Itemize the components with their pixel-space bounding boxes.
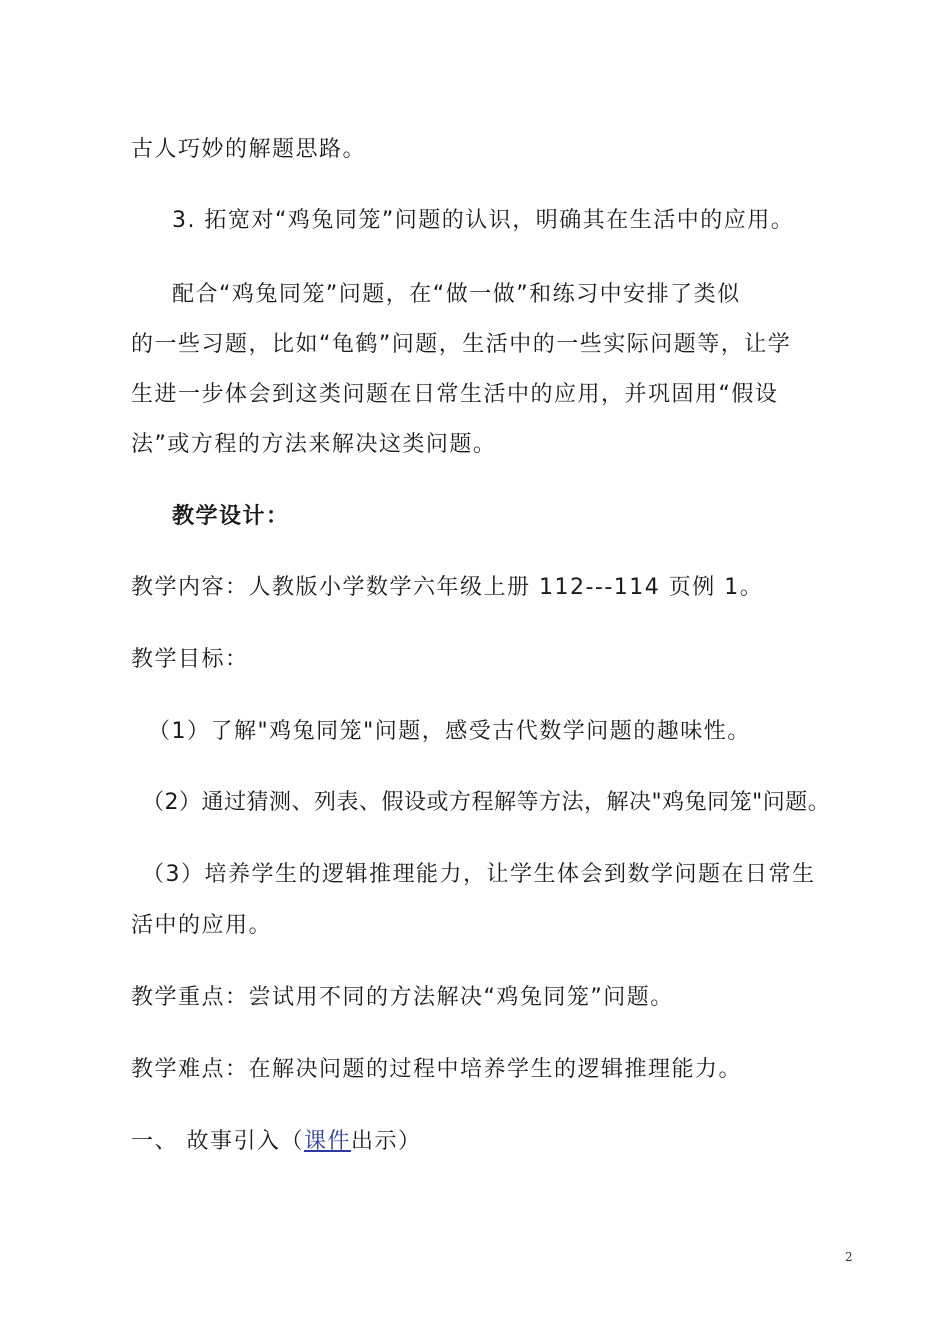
- teaching-content-line: 教学内容：人教版小学数学六年级上册 112---114 页例 1。: [131, 575, 764, 600]
- courseware-link[interactable]: 课件: [304, 1129, 352, 1154]
- page-number: 2: [845, 1250, 853, 1264]
- story-intro-suffix: 出示）: [351, 1129, 422, 1154]
- paragraph-line: 法”或方程的方法来解决这类问题。: [131, 432, 497, 457]
- teaching-difficulty-line: 教学难点：在解决问题的过程中培养学生的逻辑推理能力。: [131, 1057, 743, 1082]
- paragraph-line: 配合“鸡兔同笼”问题，在“做一做”和练习中安排了类似: [172, 282, 741, 307]
- goal-1-line: （1）了解"鸡兔同笼"问题，感受古代数学问题的趣味性。: [148, 719, 751, 744]
- paragraph-line: 活中的应用。: [131, 913, 273, 938]
- paragraph-line: 古人巧妙的解题思路。: [131, 137, 367, 162]
- paragraph-line: 的一些习题，比如“龟鹤”问题，生活中的一些实际问题等，让学: [131, 332, 792, 357]
- objective-3-line: 3. 拓宽对“鸡兔同笼”问题的认识，明确其在生活中的应用。: [172, 208, 795, 233]
- section-heading: 教学设计：: [172, 504, 290, 529]
- teaching-goals-heading: 教学目标：: [131, 647, 249, 672]
- teaching-focus-line: 教学重点：尝试用不同的方法解决“鸡兔同笼”问题。: [131, 985, 674, 1010]
- story-intro-prefix: 一、 故事引入（: [131, 1129, 304, 1154]
- goal-2-line: （2）通过猜测、列表、假设或方程解等方法，解决"鸡兔同笼"问题。: [142, 790, 831, 815]
- paragraph-line: 生进一步体会到这类问题在日常生活中的应用，并巩固用“假设: [131, 382, 779, 407]
- goal-3-line: （3）培养学生的逻辑推理能力，让学生体会到数学问题在日常生: [142, 862, 816, 887]
- story-intro-line: [131, 1127, 422, 1157]
